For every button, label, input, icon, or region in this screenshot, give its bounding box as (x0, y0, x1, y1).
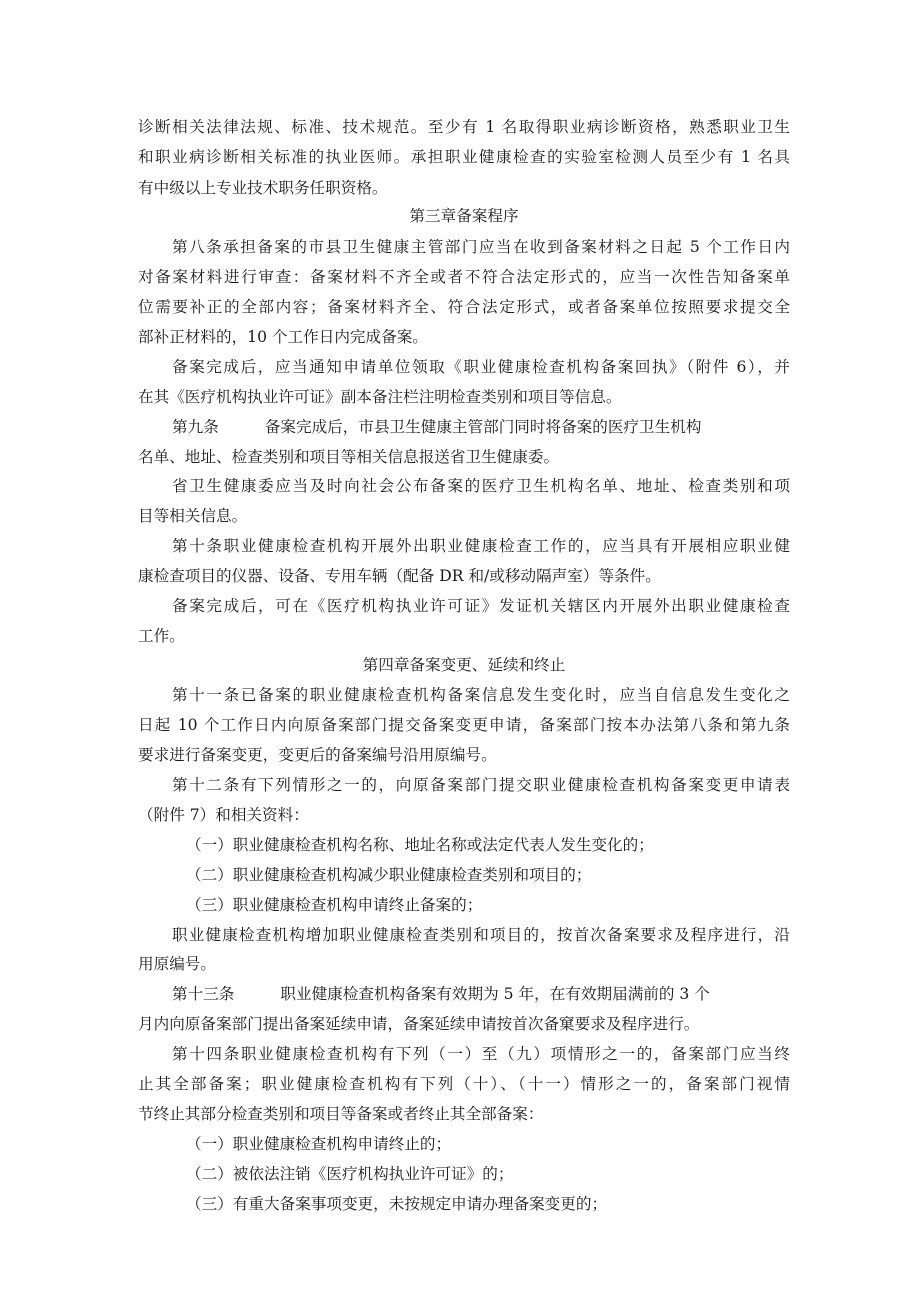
list-item: （一）职业健康检查机构名称、地址名称或法定代表人发生变化的； (186, 836, 654, 854)
paragraph-line: 备案完成后，应当通知申请单位领取《职业健康检查机构备案回执》（附件 6），并 (172, 358, 790, 376)
paragraph-line: 对备案材料进行审查：备案材料不齐全或者不符合法定形式的，应当一次性告知备案单 (138, 268, 790, 286)
list-item: （三）有重大备案事项变更，未按规定申请办理备案变更的； (186, 1195, 608, 1213)
paragraph-line: 用原编号。 (138, 955, 216, 973)
paragraph-line: 要求进行备案变更，变更后的备案编号沿用原编号。 (138, 746, 497, 764)
list-item: （二）被依法注销《医疗机构执业许可证》的； (186, 1165, 514, 1183)
paragraph-line: 职业健康检查机构增加职业健康检查类别和项目的，按首次备案要求及程序进行，沿 (172, 926, 790, 944)
chapter-heading: 第四章备案变更、延续和终止 (362, 656, 566, 674)
chapter-heading: 第三章备案程序 (409, 207, 519, 225)
article-number: 第十三条 (172, 985, 235, 1003)
article-number: 第九条 (172, 418, 219, 436)
paragraph-line: 止其全部备案；职业健康检查机构有下列（十）、（十一）情形之一的，备案部门视情 (138, 1075, 790, 1093)
paragraph-line: 第八条承担备案的市县卫生健康主管部门应当在收到备案材料之日起 5 个工作日内 (172, 238, 790, 256)
paragraph-line: 工作。 (138, 627, 185, 645)
list-item: （一）职业健康检查机构申请终止的； (186, 1135, 452, 1153)
paragraph-line: 备案完成后，可在《医疗机构执业许可证》发证机关辖区内开展外出职业健康检查 (172, 597, 790, 615)
paragraph-line: 日起 10 个工作日内向原备案部门提交备案变更申请，备案部门按本办法第八条和第九条 (138, 716, 790, 734)
paragraph-line: 和职业病诊断相关标准的执业医师。承担职业健康检查的实验室检测人员至少有 1 名具 (138, 148, 790, 166)
paragraph-line: 诊断相关法律法规、标准、技术规范。至少有 1 名取得职业病诊断资格，熟悉职业卫生 (138, 118, 790, 136)
paragraph-line: 位需要补正的全部内容；备案材料齐全、符合法定形式，或者备案单位按照要求提交全 (138, 298, 790, 316)
article-line (172, 984, 790, 1004)
paragraph-line: 康检查项目的仪器、设备、专用车辆（配备 DR 和/或移动隔声室）等条件。 (138, 567, 661, 585)
paragraph-line: 名单、地址、检查类别和项目等相关信息报送省卫生健康委。 (138, 448, 560, 466)
list-item: （三）职业健康检查机构申请终止备案的； (186, 896, 483, 914)
paragraph-line: 节终止其部分检查类别和项目等备案或者终止其全部备案： (138, 1105, 544, 1123)
article-line (172, 417, 790, 437)
paragraph-line: 在其《医疗机构执业许可证》副本备注栏注明检查类别和项目等信息。 (138, 388, 622, 406)
paragraph-line: 第十一条已备案的职业健康检查机构备案信息发生变化时，应当自信息发生变化之 (172, 686, 790, 704)
paragraph-line: 省卫生健康委应当及时向社会公布备案的医疗卫生机构名单、地址、检查类别和项 (172, 477, 790, 495)
paragraph-line: 目等相关信息。 (138, 507, 248, 525)
article-text: 职业健康检查机构备案有效期为 5 年，在有效期届满前的 3 个 (280, 985, 710, 1003)
paragraph-line: 第十二条有下列情形之一的，向原备案部门提交职业健康检查机构备案变更申请表 (172, 776, 790, 794)
paragraph-line: 第十条职业健康检查机构开展外出职业健康检查工作的，应当具有开展相应职业健 (172, 537, 790, 555)
paragraph-line: 部补正材料的，10 个工作日内完成备案。 (138, 328, 428, 346)
paragraph-line: 月内向原备案部门提出备案延续申请，备案延续申请按首次备窠要求及程序进行。 (138, 1015, 700, 1033)
paragraph-line: 第十四条职业健康检查机构有下列（一）至（九）项情形之一的，备案部门应当终 (172, 1045, 790, 1063)
paragraph-line: （附件 7）和相关资料： (138, 806, 309, 824)
article-text: 备案完成后，市县卫生健康主管部门同时将备案的医疗卫生机构 (264, 418, 702, 436)
paragraph-line: 有中级以上专业技术职务任职资格。 (138, 179, 388, 197)
list-item: （二）职业健康检查机构减少职业健康检查类别和项目的； (186, 866, 592, 884)
